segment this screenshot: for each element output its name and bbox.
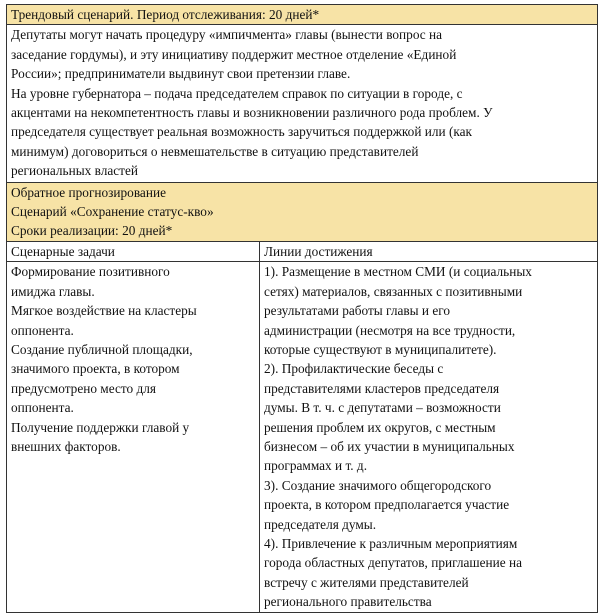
task-line: внешних факторов. [11,438,121,454]
column-header-tasks [7,241,260,261]
achievement-line: программах и т. д. [264,458,368,474]
task-line: Получение поддержки главой у [11,419,190,435]
trend-line: региональных властей [11,163,138,179]
achievement-line: которые существуют в муниципалитете). [264,341,497,357]
reverse-forecast [7,182,598,241]
column-header-tasks-label: Сценарные задачи [11,243,115,259]
column-header-lines [260,241,598,261]
trend-line: заседание гордумы), и эту инициативу поддержит местное отделение «Единой [11,46,457,62]
achievement-line: председателя думы. [264,516,377,532]
tasks-cell [7,262,260,612]
reverse-scenario: Сценарий «Сохранение статус-кво» [11,204,214,220]
achievement-line: бизнесом – об их участии в муниципальных [264,438,515,454]
achievement-line: думы. В т. ч. с депутатами – возможности [264,400,501,416]
trend-header-text: Трендовый сценарий. Период отслеживания: 20 дней* [11,7,320,22]
trend-line: России»; предприниматели выдвинут свои претензии главе. [11,66,351,82]
achievement-line: 2). Профилактические беседы с [264,361,444,377]
task-line: предусмотрено место для [11,380,156,396]
trend-line: минимум) договориться о невмешательстве в ситуацию представителей [11,143,419,159]
achievement-line: 4). Привлечение к различным мероприятиям [264,535,518,551]
achievement-line: города областных депутатов, приглашение на [264,555,523,571]
achievement-line: сетях) материалов, связанных с позитивными [264,283,523,299]
reverse-row [7,182,598,241]
trend-line: Депутаты могут начать процедуру «импичмента» главы (вынести вопрос на [11,27,443,43]
scenario-table [6,4,598,613]
achievement-line: регионального правительства [264,594,432,610]
reverse-period: Сроки реализации: 20 дней* [11,223,173,239]
achievement-line: встречу с жителями представителей [264,574,469,590]
achievement-line: решения проблем их округов, с местным [264,419,496,435]
achievement-line: администрации (несмотря на все трудности, [264,322,516,338]
trend-line: председателя существует реальная возможность заручиться поддержкой или (как [11,124,473,140]
column-header-lines-label: Линии достижения [264,243,373,259]
achievement-line: проекта, в котором предполагается участие [264,497,510,513]
scenario-document [6,4,598,613]
achievements-cell [260,262,598,612]
achievement-line: 3). Создание значимого общегородского [264,477,492,493]
task-line: Создание публичной площадки, [11,341,193,357]
task-line: имиджа главы. [11,283,95,299]
achievement-line: 1). Размещение в местном СМИ (и социальных [264,264,532,280]
trend-body [7,25,598,182]
trend-header [7,5,598,25]
trend-body-row [7,25,598,182]
achievement-line: представителями кластеров председателя [264,380,500,396]
columns-header-row [7,241,598,261]
trend-line: На уровне губернатора – подача председателем справок по ситуации в городе, с [11,85,463,101]
task-line: Формирование позитивного [11,264,170,280]
trend-line: акцентами на некомпетентность главы и возникновении различного рода проблем. У [11,105,493,121]
task-line: значимого проекта, в котором [11,361,180,377]
reverse-title: Обратное прогнозирование [11,184,166,200]
task-line: оппонента. [11,400,74,416]
task-line: оппонента. [11,322,74,338]
achievement-line: результатами работы главы и его [264,303,451,319]
task-line: Мягкое воздействие на кластеры [11,303,197,319]
trend-header-row [7,5,598,25]
content-row [7,262,598,612]
